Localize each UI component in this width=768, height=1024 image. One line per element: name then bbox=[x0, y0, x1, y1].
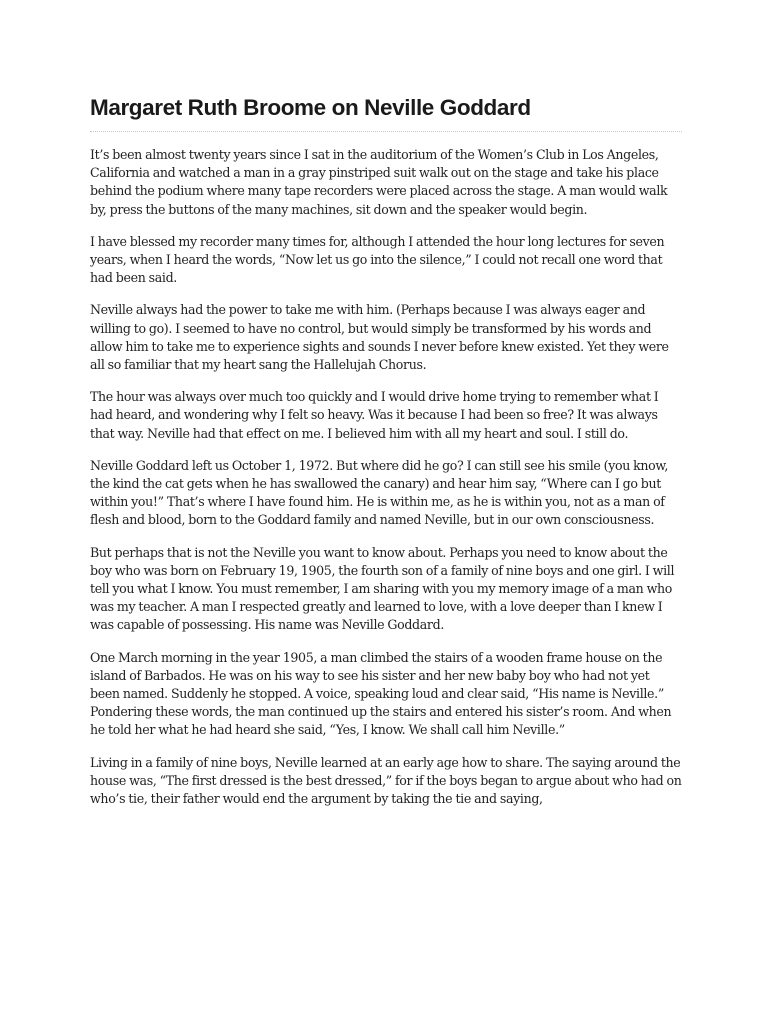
title-divider bbox=[90, 131, 682, 132]
paragraph-4: The hour was always over much too quickly and I would drive home trying to remember what I had heard, and wondering why I felt so heavy. Was it because I had been so free? It was always that way. Neville had that effect on me. I believed him with all my heart and soul. I still do. bbox=[90, 389, 659, 441]
document-body bbox=[90, 146, 682, 808]
paragraph-3: Neville always had the power to take me with him. (Perhaps because I was always eager and willing to go). I seemed to have no control, but would simply be transformed by his words and allow him to take me to experience sights and sounds I never before knew existed. Yet they were all so familiar that my heart sang the Hallelujah Chorus. bbox=[90, 302, 669, 373]
paragraph-1: It’s been almost twenty years since I sat in the auditorium of the Women’s Club in Los Angeles, California and watched a man in a gray pinstriped suit walk out on the stage and take his place behind the podium where many tape recorders were placed across the stage. A man would walk by, press the buttons of the many machines, sit down and the speaker would begin. bbox=[90, 147, 668, 217]
document-title: Margaret Ruth Broome on Neville Goddard bbox=[90, 95, 531, 120]
paragraph-7: One March morning in the year 1905, a man climbed the stairs of a wooden frame house on the island of Barbados. He was on his way to see his sister and her new baby boy who had not yet been named. Suddenly he stopped. A voice, speaking loud and clear said, “His name is Neville.” Pondering these words, the man continued up the stairs and entered his sister’s room. And when he told her what he had heard she said, “Yes, I know. We shall call him Neville.” bbox=[90, 649, 672, 738]
paragraph-8: Living in a family of nine boys, Neville learned at an early age how to share. The saying around the house was, “The first dressed is the best dressed,” for if the boys began to argue about who had on who’s tie, their father would end the argument by taking the tie and saying, bbox=[90, 754, 682, 807]
paragraph-2: I have blessed my recorder many times for, although I attended the hour long lectures for seven years, when I heard the words, “Now let us go into the silence,” I could not recall one word that had been said. bbox=[90, 233, 665, 286]
document-page bbox=[90, 94, 682, 822]
paragraph-6: But perhaps that is not the Neville you want to know about. Perhaps you need to know about the boy who was born on February 19, 1905, the fourth son of a family of nine boys and one girl. I will tell you what I know. You must remember, I am sharing with you my memory image of a man who was my teacher. A man I respected greatly and learned to love, with a love deeper than I knew I was capable of possessing. His name was Neville Goddard. bbox=[90, 544, 675, 633]
paragraph-5: Neville Goddard left us October 1, 1972. But where did he go? I can still see his smile (you know, the kind the cat gets when he has swallowed the canary) and hear him say, “Where can I go but within you!” That’s where I have found him. He is within me, as he is within you, not as a man of flesh and blood, born to the Goddard family and named Neville, but in our own consciousness. bbox=[90, 457, 668, 528]
